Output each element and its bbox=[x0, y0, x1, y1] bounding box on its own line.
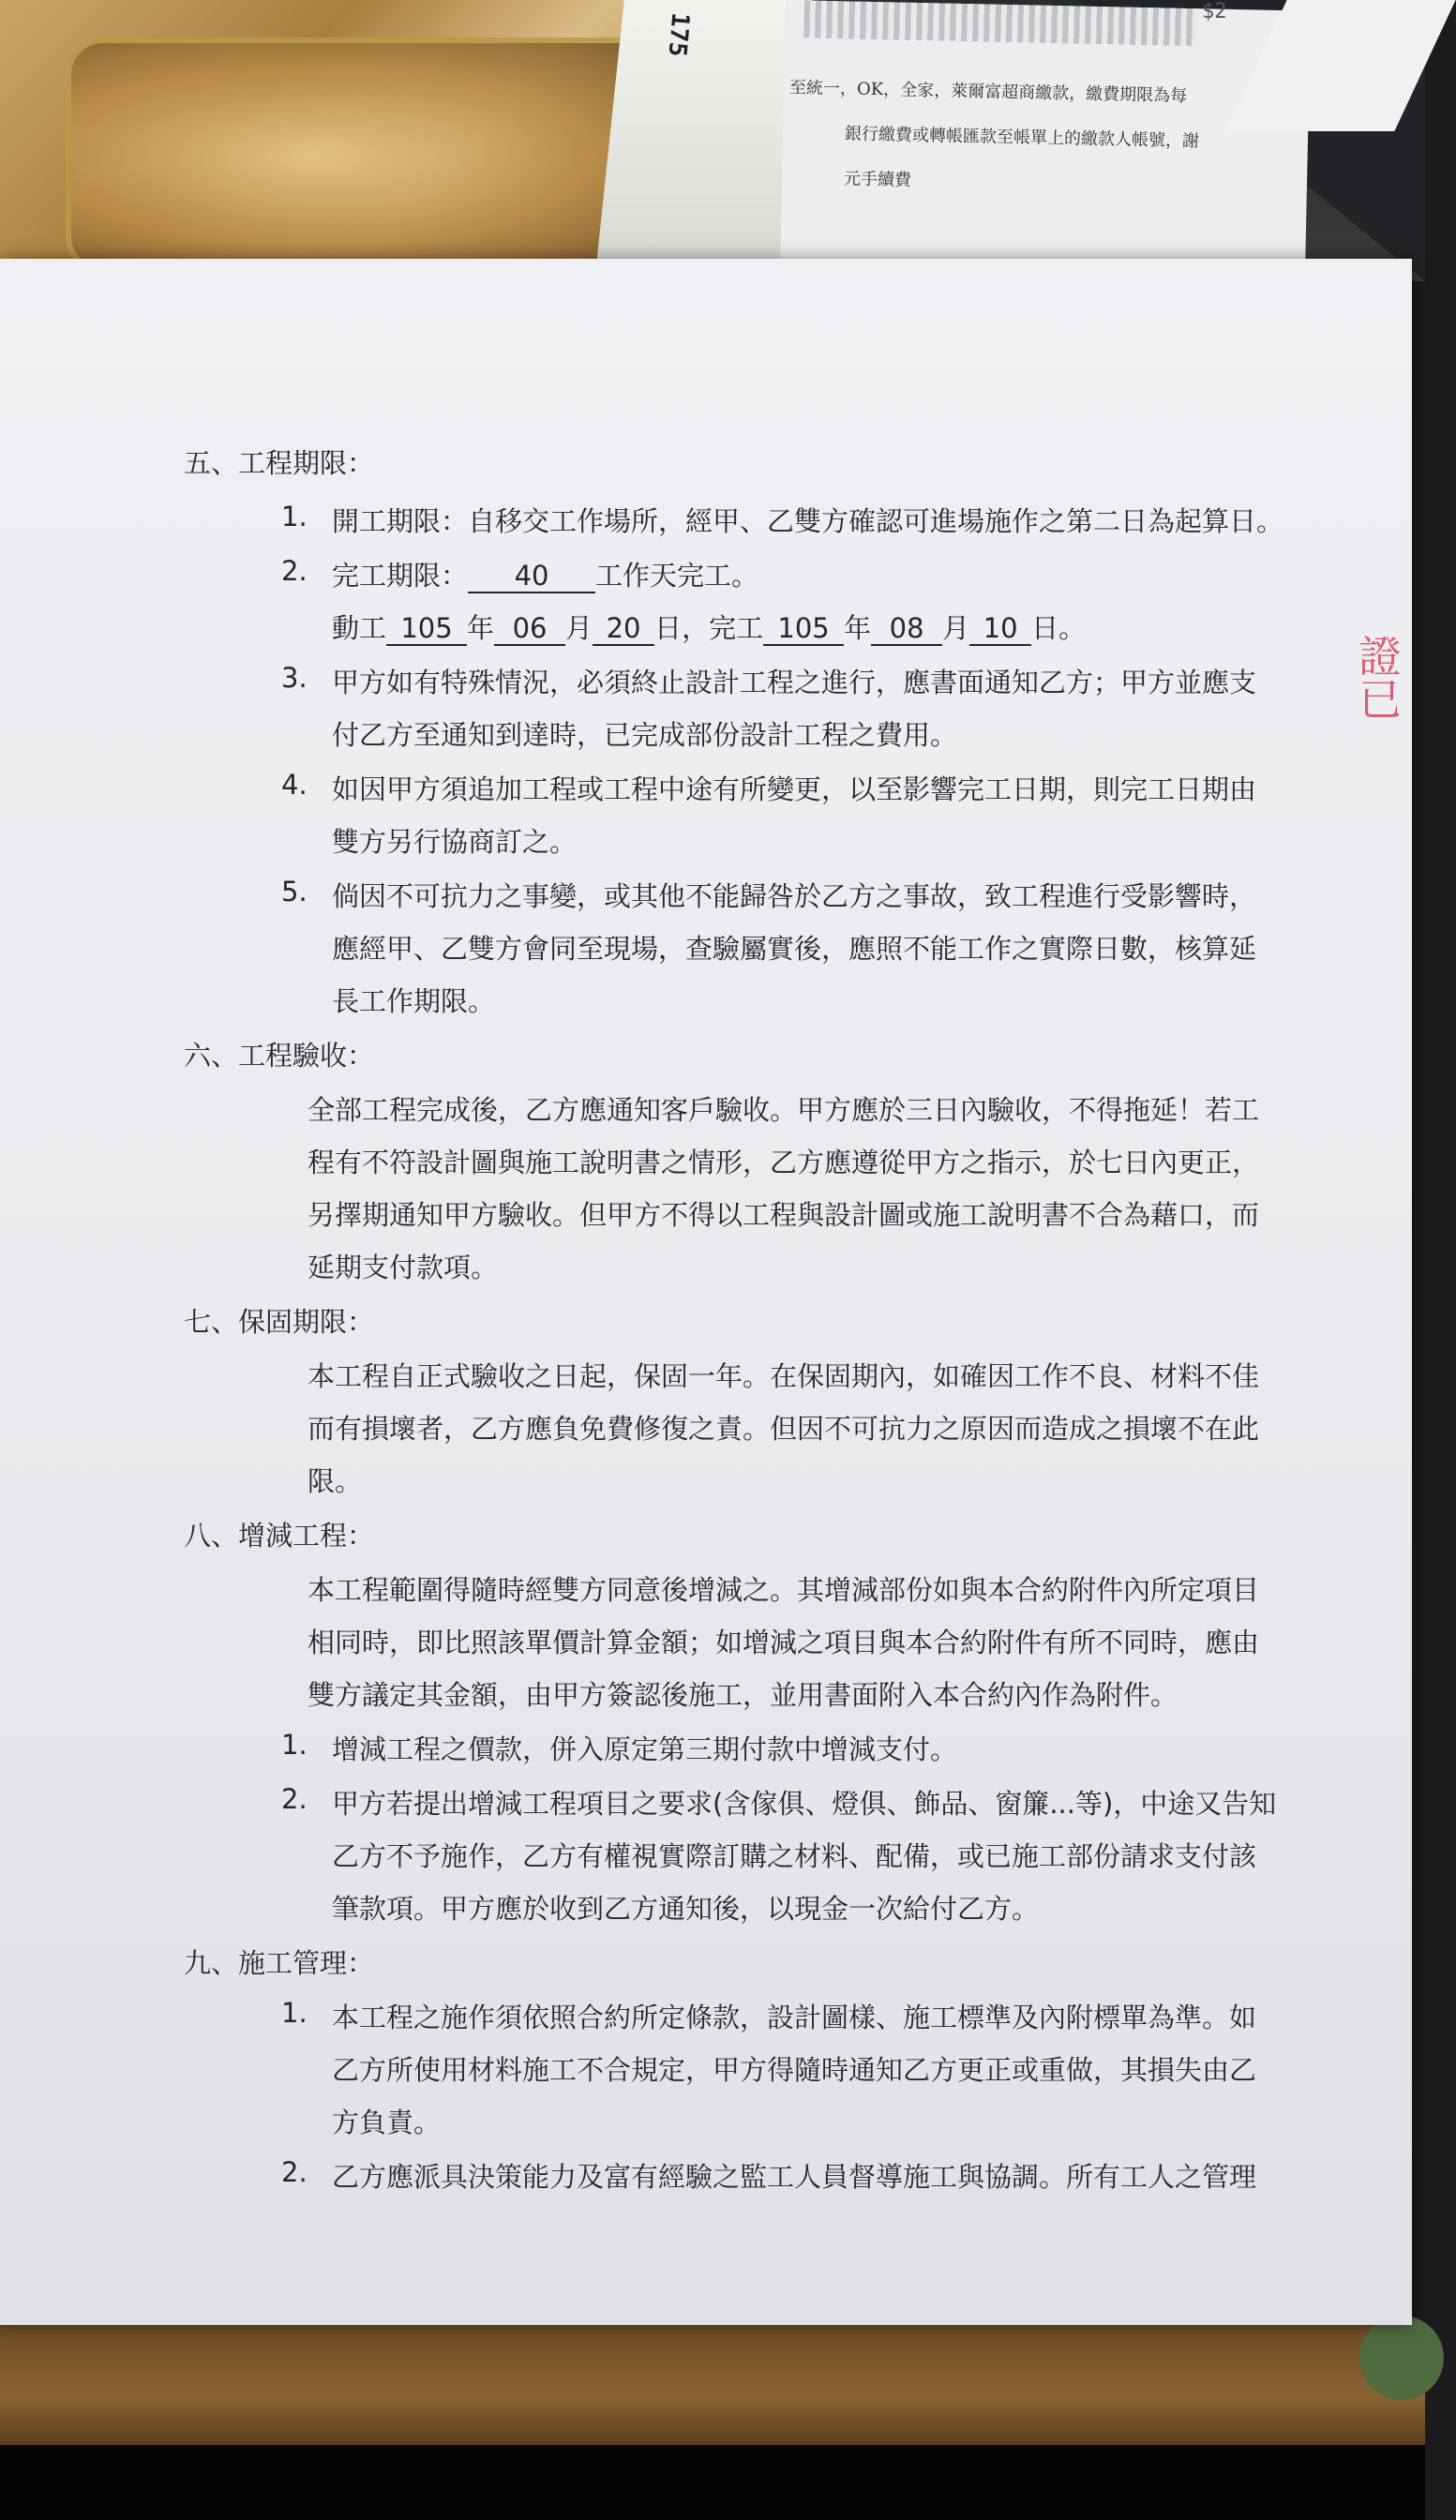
item-number: 1. bbox=[281, 1997, 308, 2029]
start-year-field: 105 bbox=[386, 614, 467, 646]
month-unit: 月 bbox=[942, 612, 970, 644]
year-unit: 年 bbox=[844, 612, 872, 644]
s5-item4-line: 雙方另行協商訂之。 bbox=[332, 826, 578, 858]
receipt-line: 至統一，OK，全家，萊爾富超商繳款，繳費期限為每 bbox=[788, 78, 1188, 106]
s8-item1-text: 增減工程之價款，併入原定第三期付款中增減支付。 bbox=[332, 1733, 958, 1765]
s8-paragraph-line: 相同時，即比照該單價計算金額；如增減之項目與本合約附件有所不同時，應由 bbox=[308, 1627, 1260, 1658]
green-object bbox=[1359, 2316, 1444, 2400]
s9-item1-line: 方負責。 bbox=[332, 2107, 442, 2138]
completion-label: 完工期限： bbox=[332, 560, 469, 592]
s5-dates-line bbox=[332, 608, 1086, 646]
bottom-shadow bbox=[0, 2445, 1425, 2520]
receipt-text bbox=[788, 66, 1201, 209]
day-unit: 日 bbox=[654, 612, 683, 644]
section-heading-5: 五、工程期限： bbox=[184, 447, 375, 479]
end-day-field: 10 bbox=[969, 614, 1031, 646]
snack-wrapper bbox=[594, 0, 812, 281]
item-number: 2. bbox=[281, 555, 308, 587]
s6-paragraph-line: 全部工程完成後，乙方應通知客戶驗收。甲方應於三日內驗收，不得拖延！若工 bbox=[308, 1094, 1260, 1126]
receipt-barcode-strip bbox=[803, 0, 1198, 46]
s6-paragraph-line: 延期支付款項。 bbox=[308, 1252, 499, 1283]
receipt-amount: $2 bbox=[1202, 0, 1227, 23]
end-year-field: 105 bbox=[763, 614, 844, 646]
month-unit: 月 bbox=[565, 612, 593, 644]
s8-paragraph-line: 雙方議定其金額，由甲方簽認後施工，並用書面附入本合約內作為附件。 bbox=[308, 1679, 1178, 1711]
s7-paragraph-line: 而有損壞者，乙方應負免費修復之責。但因不可抗力之原因而造成之損壞不在此 bbox=[308, 1413, 1260, 1445]
s5-item1-text: 開工期限：自移交工作場所，經甲、乙雙方確認可進場施作之第二日為起算日。 bbox=[332, 505, 1284, 537]
section-heading-9: 九、施工管理： bbox=[184, 1947, 375, 1979]
item-number: 2. bbox=[281, 1783, 308, 1815]
item-number: 1. bbox=[281, 501, 308, 532]
s9-item2-line: 乙方應派具決策能力及富有經驗之監工人員督導施工與協調。所有工人之管理 bbox=[332, 2161, 1257, 2193]
section-heading-6: 六、工程驗收： bbox=[184, 1040, 375, 1072]
section-heading-7: 七、保固期限： bbox=[184, 1306, 375, 1338]
item-number: 5. bbox=[281, 876, 308, 908]
s5-item5-line: 應經甲、乙雙方會同至現場，查驗屬實後，應照不能工作之實際日數，核算延 bbox=[332, 933, 1257, 965]
start-day-field: 20 bbox=[593, 614, 654, 646]
day-unit: 日 bbox=[1031, 612, 1059, 644]
s5-item2-text bbox=[332, 555, 758, 593]
item-number: 3. bbox=[281, 662, 308, 694]
end-label: ，完工 bbox=[682, 612, 764, 644]
red-stamp: 證已 bbox=[1352, 634, 1403, 720]
receipt-line: 元手續費 bbox=[843, 169, 912, 190]
receipt-paper bbox=[780, 0, 1311, 292]
s8-paragraph-line: 本工程範圍得隨時經雙方同意後增減之。其增減部份如與本合約附件內所定項目 bbox=[308, 1574, 1260, 1606]
year-unit: 年 bbox=[467, 612, 495, 644]
s9-item1-line: 本工程之施作須依照合約所定條款，設計圖樣、施工標準及內附標單為準。如 bbox=[332, 2002, 1257, 2033]
receipt-line: 銀行繳費或轉帳匯款至帳單上的繳款人帳號，謝 bbox=[844, 124, 1200, 152]
table-surface bbox=[0, 2323, 1425, 2445]
snack-window bbox=[66, 38, 677, 274]
start-month-field: 06 bbox=[494, 614, 565, 646]
snack-code-text: 175 bbox=[662, 11, 695, 58]
s8-item2-line: 乙方不予施作，乙方有權視實際訂購之材料、配備，或已施工部份請求支付該 bbox=[332, 1840, 1257, 1872]
completion-suffix: 工作天完工。 bbox=[595, 560, 759, 592]
s8-item2-line: 筆款項。甲方應於收到乙方通知後，以現金一次給付乙方。 bbox=[332, 1893, 1040, 1925]
end-month-field: 08 bbox=[871, 614, 942, 646]
section-heading-8: 八、增減工程： bbox=[184, 1520, 375, 1552]
item-number: 2. bbox=[281, 2156, 308, 2188]
s5-item3-line: 甲方如有特殊情況，必須終止設計工程之進行，應書面通知乙方；甲方並應支 bbox=[332, 667, 1257, 698]
s5-item3-line: 付乙方至通知到達時，已完成部份設計工程之費用。 bbox=[332, 719, 958, 751]
s6-paragraph-line: 另擇期通知甲方驗收。但甲方不得以工程與設計圖或施工說明書不合為藉口，而 bbox=[308, 1199, 1260, 1231]
end-mark: 。 bbox=[1058, 612, 1087, 644]
s5-item5-line: 長工作期限。 bbox=[332, 985, 496, 1017]
start-label: 動工 bbox=[332, 612, 387, 644]
s9-item1-line: 乙方所使用材料施工不合規定，甲方得隨時通知乙方更正或重做，其損失由乙 bbox=[332, 2054, 1257, 2086]
s7-paragraph-line: 限。 bbox=[308, 1465, 363, 1497]
contract-page bbox=[0, 259, 1412, 2325]
item-number: 4. bbox=[281, 769, 308, 801]
s8-item2-line: 甲方若提出增減工程項目之要求(含傢俱、燈俱、飾品、窗簾...等)，中途又告知 bbox=[332, 1788, 1277, 1820]
s7-paragraph-line: 本工程自正式驗收之日起，保固一年。在保固期內，如確因工作不良、材料不佳 bbox=[308, 1360, 1260, 1392]
s5-item5-line: 倘因不可抗力之事變，或其他不能歸咎於乙方之事故，致工程進行受影響時， bbox=[332, 880, 1257, 912]
working-days-field: 40 bbox=[468, 562, 595, 593]
item-number: 1. bbox=[281, 1729, 308, 1761]
s5-item4-line: 如因甲方須追加工程或工程中途有所變更，以至影響完工日期，則完工日期由 bbox=[332, 773, 1257, 805]
s6-paragraph-line: 程有不符設計圖與施工說明書之情形，乙方應遵從甲方之指示，於七日內更正， bbox=[308, 1147, 1260, 1178]
